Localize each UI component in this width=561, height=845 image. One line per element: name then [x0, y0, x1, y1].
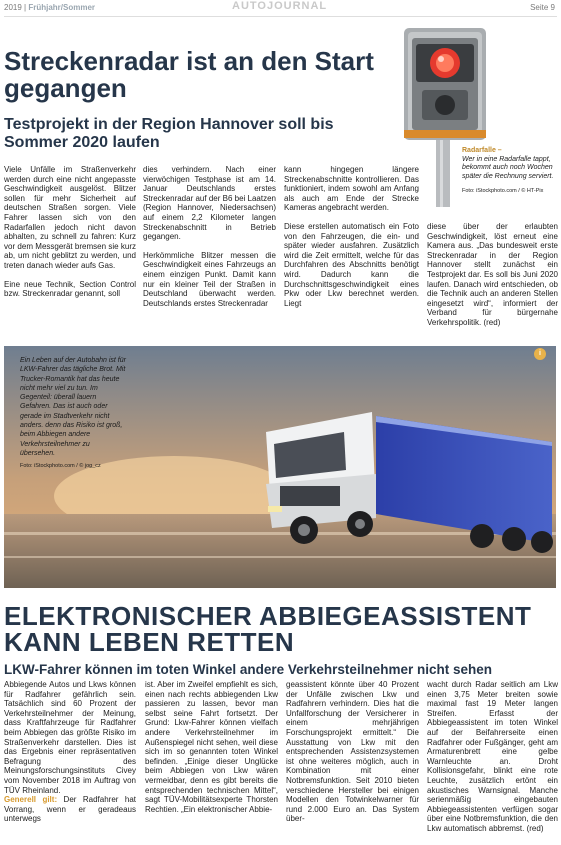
radar-photo-caption — [462, 147, 558, 196]
paragraph: Eine neue Technik, Section Control bzw. Streckenradar genannt, soll — [4, 279, 136, 299]
brand-logo: AUTOJOURNAL — [232, 0, 328, 12]
article1-column-1 — [4, 165, 136, 308]
paragraph: Diese erstellen automatisch ein Foto von den Fahrzeugen, die ein- und später wieder ausfahren. Zusätzlich wird die Zeit ermittelt, welche für das Durchfahren des Abschnitts benötigt wird. Dadurch kann die Durchschnittsgeschwindigkeit eines Pkw oder Lkw berechnet werden. Liegt — [284, 221, 419, 308]
paragraph: kann hingegen längere Streckenabschnitte kontrollieren. Das funktioniert, indem sowohl am Anfang als auch am Ende der Strecke Kameras angebracht werden. — [284, 165, 419, 213]
article1-headline: Streckenradar ist an den Start gegangen — [4, 46, 374, 103]
issue-season: Frühjahr/Sommer — [28, 3, 96, 12]
article2-column-4 — [427, 680, 558, 843]
paragraph: dies verhindern. Nach einer vierwöchigen Testphase ist am 14. Januar Deutschlands erstes Streckenradar auf der B6 bei Laatzen (Region Hannover, Niedersachsen) auf einem 2,2 Kilometer langen Streckenabschnitt in Betrieb gegangen. — [143, 165, 276, 242]
article2-column-1 — [4, 680, 136, 833]
paragraph: ist. Aber im Zweifel empfiehlt es sich, einen nach rechts abbiegenden Lkw passieren zu lassen, bevor man selbst seine Fahrt fortsetzt. Der Grund: Lkw-Fahrer können vielfach andere Verkehrsteilnehmer im Außenspiegel nicht sehen, weil diese sich im so genannten toten Winkel befinden. „Einige dieser Unglücke beim Abbiegen von Lkw wären vermeidbar, denn es gibt bereits die entsprechenden technischen Mittel“, sagt TÜV-Mobilitätsexperte Thorsten Rechtien. „Ein elektronischer Abbie- — [145, 680, 278, 814]
article2-column-3 — [286, 680, 419, 833]
tip-paragraph — [4, 795, 136, 824]
issue-year: 2019 — [4, 3, 22, 12]
paragraph: Herkömmliche Blitzer messen die Geschwindigkeit eines Fahrzeugs an einem einzigen Punkt. Damit kann nur ein kleiner Teil der Straßen in Deutschland überwacht werden. Deutschlands erstes Streckenradar — [143, 250, 276, 308]
page-header — [0, 0, 561, 18]
radar-caption-credit: Foto: iStockphoto.com / © HT-Pix — [462, 188, 544, 194]
article2-subheadline: LKW-Fahrer können im toten Winkel andere Verkehrsteilnehmer nicht sehen — [4, 662, 492, 677]
info-badge-icon: i — [534, 348, 546, 360]
paragraph: geassistent könnte über 40 Prozent der Unfälle zwischen Lkw und Radfahrern verhindern. Dies hat die Unfallforschung der Versicherer in einem mehrjährigen Forschungsprojekt ermittelt.“ Die Ausstattung von Lkw mit den entsprechenden Assistenzsystemen ist ohne weiteres möglich, auch in Kombination mit einer Notbremsfunktion. Seit 2010 bieten verschiedene Hersteller bei einigen Modellen den Totwinkelwarner für rund 2.000 Euro an. Das System über- — [286, 680, 419, 824]
article2-column-2 — [145, 680, 278, 823]
article1-column-3 — [284, 165, 419, 317]
truck-caption-credit: Foto: iStockphoto.com / © jog_cz — [20, 463, 101, 470]
paragraph: wacht durch Radar seitlich am Lkw einen 3,75 Meter breiten sowie maximal fast 19 Meter langen Streifen. Erfasst der Abbiegeassistent im toten Winkel auf der Beifahrerseite einen Radfahrer oder Fußgänger, geht am Armaturenbrett eine gelbe Warnleuchte an. Droht Kollisionsgefahr, blinkt eine rote Leuchte, zusätzlich ertönt ein akustisches Warnsignal. Manche serienmäßig eingebauten Abbiegeassistenten verfügen sogar über eine Notbremsfunktion, die den Lkw automatisch abbremst. (red) — [427, 680, 558, 833]
paragraph: Viele Unfälle im Straßenverkehr werden durch eine nicht angepasste Geschwindigkeit ausgelöst. Blitzer sollen für mehr Sicherheit auf deutschen Straßen sorgen. Viele Fahrer lassen sich von den Radarfallen jedoch nicht davon abhalten, zu schnell zu fahren: Kurz vor dem Messgerät bremsen sie kurz ab, um nicht geblitzt zu werden, und treten danach wieder aufs Gas. — [4, 165, 136, 270]
article1-subheadline: Testprojekt in der Region Hannover soll bis Sommer 2020 laufen — [4, 116, 334, 151]
paragraph: Abbiegende Autos und Lkws können für Radfahrer gefährlich sein. Tatsächlich sind 60 Prozent der Verkehrsteilnehmer der Meinung, dass Kraftfahrzeuge für Radfahrer beim Abbiegen das größte Risiko im Straßenverkehr darstellen. Dies ist das Ergebnis einer repräsentativen Befragung des Meinungsforschungsinstituts Civey vom November 2018 im Auftrag von TÜV Rheinland. — [4, 680, 136, 795]
article2-headline: ELEKTRONISCHER ABBIEGEASSISTENT KANN LEBEN RETTEN — [4, 601, 532, 657]
page-number: Seite 9 — [530, 3, 555, 12]
tip-text: Der Radfahrer hat Vorrang, wenn er geradeaus unterwegs — [4, 795, 136, 824]
radar-caption-text: Wer in eine Radarfalle tappt, bekommt auch noch Wochen später die Rechnung serviert. — [462, 155, 554, 180]
header-divider — [4, 16, 557, 17]
issue-label: 2019 | Frühjahr/Sommer — [4, 3, 96, 12]
truck-photo-caption — [20, 356, 126, 472]
truck-caption-text: Ein Leben auf der Autobahn ist für LKW-Fahrer das tägliche Brot. Mit Trucker-Romantik hat das heute nicht mehr viel zu tun. Im Gegenteil: überall lauern Gefahren. Das ist auch oder gerade im Stadtverkehr nicht anders. denn das Risiko ist groß, beim Abbiegen andere Verkehrsteilnehmer zu übersehen. — [20, 357, 126, 457]
radar-caption-title: Radarfalle – — [462, 147, 502, 154]
article1-column-4 — [427, 222, 558, 337]
paragraph: diese über der erlaubten Geschwindigkeit, löst erneut eine Kamera aus. „Das bundesweit erste Streckenradar in der Region Hannover stellt zunächst ein Testprojekt dar. Es soll bis Juni 2020 laufen. Danach wird entschieden, ob die Technik auch an anderen Stellen eingesetzt wird“, informiert der Verband für bürgernahe Verkehrspolitik. (red) — [427, 222, 558, 327]
article1-column-2 — [143, 165, 276, 317]
tip-label: Generell gilt: — [4, 795, 58, 805]
